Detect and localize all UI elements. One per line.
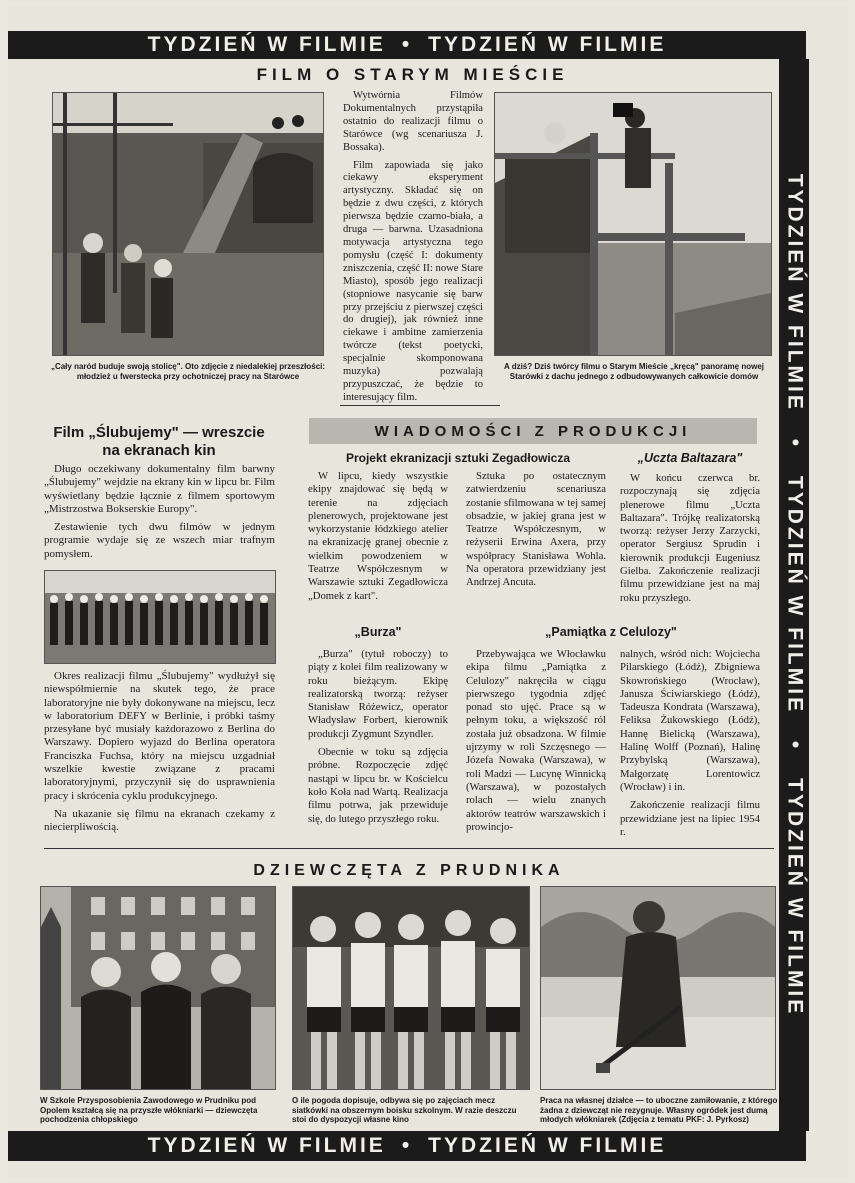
section-title-wiadomosci: WIADOMOŚCI Z PRODUKCJI [309, 418, 757, 444]
photo-three-girls-image [41, 887, 275, 1089]
burza-p1: „Burza" (tytuł roboczy) to piąty z kolei film realizowany w roku bieżącym. Ekipę realizatorską tworzą: reżyser Stanisław Różewicz, operator Władysław Forbert, kierownik produkcji Zygmunt Szyndler. [308, 648, 448, 740]
zegadlowicz-text1: W lipcu, kiedy wszystkie ekipy znajdować się będą w terenie na zdjęciach plenerowych, projektowane jest wykorzystanie łódzkiego atelier na ekranizację granej obecnie z wielkim powodzeniem w Teatrze Współczesnym w Warszawie sztuki Zegadłowicza „Domek z kart". [308, 470, 448, 602]
celuloza-col1 [466, 648, 606, 839]
stare-miasto-p1: Wytwórnia Filmów Dokumentalnych przystąpiła ostatnio do realizacji filmu o Starówce (wg scenariusza J. Bossaka). [343, 90, 483, 153]
photo-filming-on-roof [494, 92, 772, 356]
heading-slubujemy: Film „Ślubujemy" — wreszcie na ekranach kin [53, 424, 265, 459]
side-band-label-1: TYDZIEŃ W FILMIE [783, 173, 806, 412]
footer-band [8, 1131, 806, 1161]
band-label-2: TYDZIEŃ W FILMIE [428, 33, 667, 56]
uczta-col [620, 472, 760, 610]
heading-burza: „Burza" [354, 625, 402, 639]
zegadlowicz-text2: Sztuka po ostatecznym zatwierdzeniu scenariusza zostanie sfilmowana w tej samej obsadzie, w jakiej grana jest w Teatrze Współczesnym, w reżyserii Erwina Axera, przy współpracy Stanisława Wohla. Na operatora przewidziany jest Andrzej Ancuta. [466, 470, 606, 589]
side-band-separator-1: • [783, 438, 806, 450]
uczta-text: W końcu czerwca br. rozpoczynają się zdjęcia plenerowe filmu „Uczta Baltazara". Trójkę realizatorską tworzą: reżyser Jerzy Zarzycki, operator Sergiusz Sprudin i kierownik produkcji Eugeniusz Gielba. Zakończenie realizacji filmu przewidziane jest na maj roku przyszłego. [620, 472, 760, 604]
slubujemy-p3: Okres realizacji filmu „Ślubujemy" wydłużył się niewspółmiernie na skutek tego, że prace laboratoryjne nie były dokonywane na miejscu, lecz w laboratorium DEFY w Berlinie, i próbki taśmy przesyłane być musiały każdorazowo z Berlina do Warszawy. Dopiero wyjazd do Berlina operatora Franciszka Fuchsa, który na miejscu uzgadniał wszelkie kwestie związane z pracami laboratoryjnymi, przyczynił się do usprawnienia pracy i skrócenia cyklu produkcyjnego. [44, 670, 275, 802]
band-label-1: TYDZIEŃ W FILMIE [147, 33, 386, 56]
celuloza-col2 [620, 648, 760, 844]
header-band [8, 31, 806, 59]
side-band-text [782, 174, 806, 1017]
zegadlowicz-col1 [308, 470, 448, 608]
caption-filming: A dziś? Dziś twórcy filmu o Starym Mieście „kręcą" panoramę nowej Starówki z dachu jednego z odbudowywanych całkowicie domów [503, 362, 765, 381]
celuloza-text2: nalnych, wśród nich: Wojciecha Pilarskiego (Łódź), Zbigniewa Skowrońskiego (Wrocław), Janusza Ściwiarskiego (Łódź), Tadeusza Kondrata (Warszawa), Feliksa Żukowskiego (Łódź), Hannę Bielicką (Warszawa), Halinę Wolff (Poznań), Halinę Przybylską (Warszawa), Małgorzatę Lorentowicz (Wrocław) i in. [620, 648, 760, 793]
heading-celuloza: „Pamiątka z Celulozy" [545, 625, 677, 639]
article-stare-miasto [343, 90, 483, 410]
section-title-stare-miasto: FILM O STARYM MIEŚCIE [256, 65, 569, 84]
stare-miasto-p2: Film zapowiada się jako ciekawy eksperyment artystyczny. Składać się on będzie z dwu części, z których pierwsza będzie czarno-biała, a druga — barwna. Uzasadniona motywacja artystyczna tego pomysłu (część I: dokumenty zniszczenia, część II: nowe Stare Miasto), sposób jego realizacji (stopniowe nasycanie się barw przy przejściu z pierwszej części do drugiej), jak również inne ciekawe i ambitne zamierzenia twórcze (tekst poetycki, specjalnie skomponowana muzyka) pozwalają przypuszczać, że będzie to interesujący film. [343, 159, 483, 403]
footer-band-separator: • [401, 1134, 413, 1157]
band-separator: • [401, 33, 413, 56]
divider-prudnik [44, 848, 774, 849]
photo-construction-volunteers [52, 92, 324, 356]
photo-volleyball-team-image [293, 887, 529, 1089]
divider-short [340, 405, 500, 406]
side-band-label-3: TYDZIEŃ W FILMIE [783, 778, 806, 1017]
slubujemy-intro [44, 463, 275, 566]
burza-p2: Obecnie w toku są zdjęcia próbne. Rozpoczęcie zdjęć nastąpi w lipcu br. w Kościelcu koło Koła nad Wartą. Realizacja filmu potrwa, jak przewiduje się, do lutego przyszłego roku. [308, 746, 448, 825]
heading-uczta: „Uczta Baltazara" [637, 451, 743, 465]
side-band-separator-2: • [783, 740, 806, 752]
slubujemy-body [44, 670, 275, 840]
side-band-label-2: TYDZIEŃ W FILMIE [783, 475, 806, 715]
celuloza-text1: Przebywająca we Włocławku ekipa filmu „Pamiątka z Celulozy" nakręciła w ciągu pierwszego tygodnia zdjęć ponad sto ujęć. Prace są w pełnym toku, a większość ról została już obsadzona. W filmie ujrzymy w roli Szczęsnego — Józefa Nowaka (Warszawa), w roli Madzi — Lucynę Winnicką (Warszawa), w pozostałych rolach — wielu znanych aktorów teatrów warszawskich i prowincjo- [466, 648, 606, 833]
photo-parade-image [45, 571, 275, 663]
photo-construction-volunteers-image [53, 93, 323, 355]
photo-filming-on-roof-image [495, 93, 771, 355]
slubujemy-p1: Długo oczekiwany dokumentalny film barwny „Ślubujemy" wejdzie na ekrany kin w lipcu br. Film wyświetlany będzie łącznie z filmem sportowym „Mistrzostwa Bokserskie Europy". [44, 463, 275, 515]
celuloza-text3: Zakończenie realizacji filmu przewidziane jest na lipiec 1954 r. [620, 799, 760, 838]
zegadlowicz-col2 [466, 470, 606, 595]
caption-volleyball: O ile pogoda dopisuje, odbywa się po zajęciach mecz siatkówki na obszernym boisku szkolnym. W razie deszczu stoi do dyspozycji własne kino [292, 1096, 517, 1124]
slubujemy-p4: Na ukazanie się filmu na ekranach czekamy z niecierpliwością. [44, 807, 275, 834]
photo-volleyball-team [292, 886, 530, 1090]
caption-three-girls: W Szkole Przysposobienia Zawodowego w Prudniku pod Opolem kształcą się na przyszłe włókniarki — dziewczęta pochodzenia chłopskiego [40, 1096, 258, 1124]
footer-band-label-1: TYDZIEŃ W FILMIE [147, 1134, 386, 1157]
photo-garden-work-image [541, 887, 775, 1089]
burza-col [308, 648, 448, 831]
photo-three-girls [40, 886, 276, 1090]
section-title-prudnik: DZIEWCZĘTA Z PRUDNIKA [253, 862, 565, 879]
side-band [779, 59, 809, 1131]
footer-band-label-2: TYDZIEŃ W FILMIE [428, 1134, 667, 1157]
photo-garden-work [540, 886, 776, 1090]
caption-garden: Praca na własnej działce — to uboczne zamiłowanie, z którego żadna z dziewcząt nie rezygnuje. Własny ogródek jest dumą młodych włókniarek (Zdjęcia z tematu PKF: J. Pyrkosz) [540, 1096, 778, 1124]
photo-parade [44, 570, 276, 664]
caption-construction: „Cały naród buduje swoją stolicę". Oto zdjęcie z niedalekiej przeszłości: młodzież u fwerstecka przy ochotniczej pracy na Starówce [50, 362, 326, 381]
heading-zegadlowicz: Projekt ekranizacji sztuki Zegadłowicza [345, 451, 571, 465]
slubujemy-p2: Zestawienie tych dwu filmów w jednym programie wydaje się ze wszech miar trafnym pomysłem. [44, 521, 275, 560]
